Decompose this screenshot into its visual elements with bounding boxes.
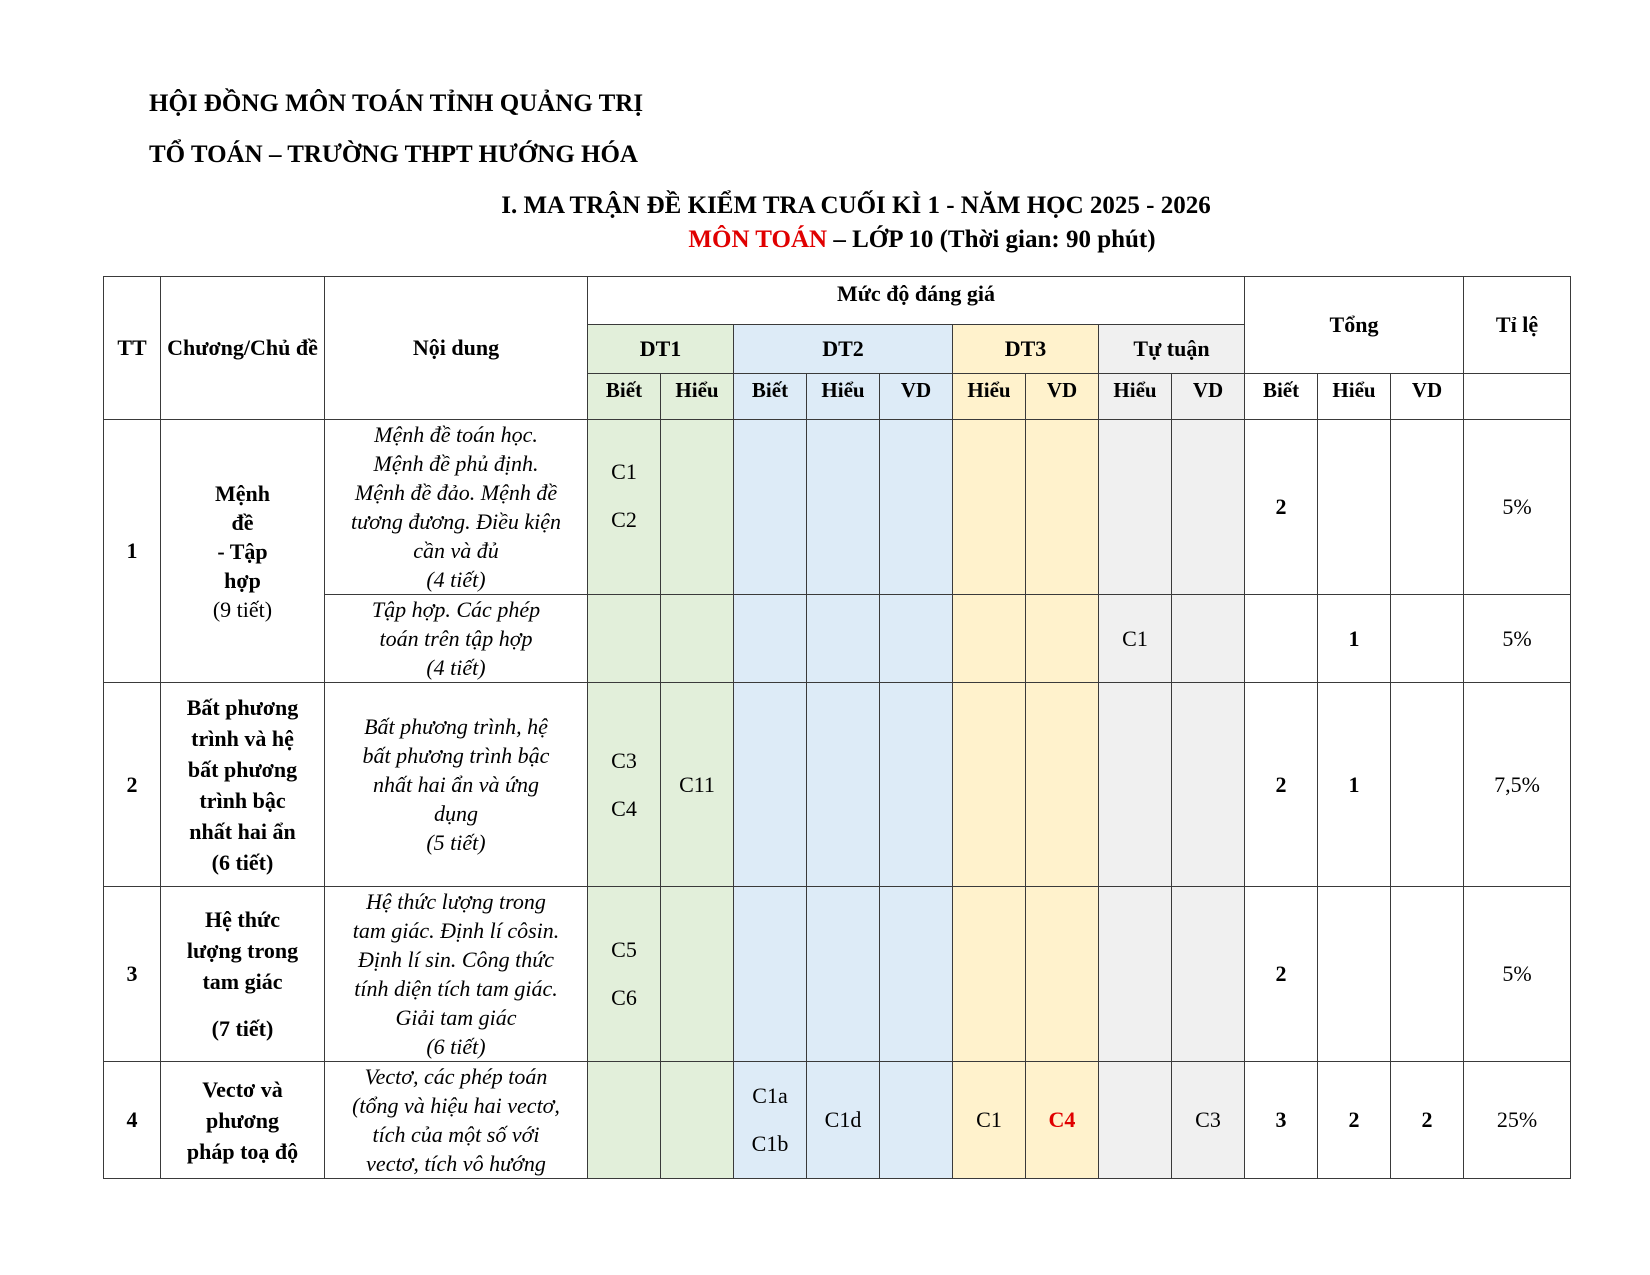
cell-dt2-vd [880,683,953,887]
cell-dt1-hieu [661,595,734,683]
col-ratio: Tỉ lệ [1464,277,1571,374]
cell-tt-vd [1172,595,1245,683]
col-dt1: DT1 [588,325,734,374]
cell-dt1-hieu: C11 [661,683,734,887]
cell-ratio: 7,5% [1464,683,1571,887]
cell-total-vd [1391,887,1464,1062]
document-subtitle [0,226,1650,254]
cell-total-vd: 2 [1391,1062,1464,1179]
cell-dt3-hieu [953,887,1026,1062]
row-number: 1 [104,420,161,683]
cell-dt2-hieu [807,595,880,683]
cell-dt3-vd [1026,420,1099,595]
col-dt1-biet: Biết [588,374,661,420]
row-chapter: Bất phương trình và hệ bất phương trình bậc nhất hai ẩn (6 tiết) [161,683,325,887]
col-total: Tổng [1245,277,1464,374]
col-total-vd: VD [1391,374,1464,420]
row-content: Bất phương trình, hệ bất phương trình bậc nhất hai ẩn và ứng dụng (5 tiết) [325,683,588,887]
cell-total-vd [1391,420,1464,595]
header-row-1 [104,277,1571,325]
cell-dt1-biet: C3 C4 [588,683,661,887]
col-content: Nội dung [325,277,588,420]
col-total-biet: Biết [1245,374,1318,420]
row-chapter: Mệnh đề - Tập hợp (9 tiết) [161,420,325,683]
col-dt1-hieu: Hiểu [661,374,734,420]
cell-ratio: 5% [1464,595,1571,683]
cell-total-vd [1391,595,1464,683]
cell-dt2-vd [880,595,953,683]
cell-dt1-hieu [661,1062,734,1179]
cell-dt2-biet [734,595,807,683]
cell-dt2-hieu: C1d [807,1062,880,1179]
cell-total-biet: 3 [1245,1062,1318,1179]
cell-dt1-biet [588,1062,661,1179]
row-chapter: Hệ thức lượng trong tam giác (7 tiết) [161,887,325,1062]
row-chapter: Vectơ và phương pháp toạ độ [161,1062,325,1179]
cell-tt-vd: C3 [1172,1062,1245,1179]
table-row [104,595,1571,683]
cell-dt3-hieu [953,683,1026,887]
table-row [104,420,1571,595]
cell-total-biet: 2 [1245,887,1318,1062]
cell-total-hieu [1318,887,1391,1062]
cell-dt3-vd [1026,595,1099,683]
cell-tt-hieu [1099,1062,1172,1179]
col-total-hieu: Hiểu [1318,374,1391,420]
cell-dt1-hieu [661,887,734,1062]
col-tt-vd: VD [1172,374,1245,420]
cell-dt2-hieu [807,420,880,595]
cell-dt3-hieu [953,595,1026,683]
row-content: Tập hợp. Các phép toán trên tập hợp (4 tiết) [325,595,588,683]
col-tt-hieu: Hiểu [1099,374,1172,420]
cell-total-hieu: 1 [1318,683,1391,887]
row-number: 3 [104,887,161,1062]
col-dt2-biet: Biết [734,374,807,420]
cell-ratio: 5% [1464,887,1571,1062]
col-levels: Mức độ đáng giá [588,277,1245,325]
cell-dt2-biet: C1a C1b [734,1062,807,1179]
table-row [104,887,1571,1062]
cell-tt-hieu [1099,683,1172,887]
cell-dt3-vd [1026,683,1099,887]
col-dt3: DT3 [953,325,1099,374]
cell-tt-vd [1172,420,1245,595]
cell-total-biet: 2 [1245,420,1318,595]
cell-ratio: 25% [1464,1062,1571,1179]
cell-ratio: 5% [1464,420,1571,595]
document-title: I. MA TRẬN ĐỀ KIỂM TRA CUỐI KÌ 1 - NĂM HỌC 2025 - 2026 [501,192,1211,219]
cell-dt3-vd [1026,887,1099,1062]
col-chapter: Chương/Chủ đề [161,277,325,420]
cell-tt-hieu: C1 [1099,595,1172,683]
cell-dt3-vd: C4 [1026,1062,1099,1179]
cell-dt1-hieu [661,420,734,595]
school-heading: TỔ TOÁN – TRƯỜNG THPT HƯỚNG HÓA [149,141,638,168]
subject-label: MÔN TOÁN [688,226,828,253]
cell-dt2-biet [734,887,807,1062]
row-content: Mệnh đề toán học. Mệnh đề phủ định. Mệnh đề đảo. Mệnh đề tương đương. Điều kiện cần và đủ (4 tiết) [325,420,588,595]
cell-total-biet: 2 [1245,683,1318,887]
col-ratio-blank [1464,374,1571,420]
cell-tt-vd [1172,683,1245,887]
col-tu-tuan: Tự tuận [1099,325,1245,374]
col-tt: TT [104,277,161,420]
row-content: Vectơ, các phép toán (tổng và hiệu hai vectơ, tích của một số với vectơ, tích vô hướng [325,1062,588,1179]
cell-dt1-biet: C5 C6 [588,887,661,1062]
cell-dt2-vd [880,887,953,1062]
cell-dt2-hieu [807,887,880,1062]
row-number: 4 [104,1062,161,1179]
col-dt2-hieu: Hiểu [807,374,880,420]
cell-dt3-hieu: C1 [953,1062,1026,1179]
cell-total-hieu [1318,420,1391,595]
cell-dt3-hieu [953,420,1026,595]
cell-dt2-hieu [807,683,880,887]
row-number: 2 [104,683,161,887]
cell-dt1-biet: C1 C2 [588,420,661,595]
col-dt3-hieu: Hiểu [953,374,1026,420]
council-heading: HỘI ĐỒNG MÔN TOÁN TỈNH QUẢNG TRỊ [149,90,644,117]
cell-dt2-biet [734,420,807,595]
cell-total-hieu: 1 [1318,595,1391,683]
row-content: Hệ thức lượng trong tam giác. Định lí côsin. Định lí sin. Công thức tính diện tích tam giác. Giải tam giác (6 tiết) [325,887,588,1062]
subtitle-rest: – LỚP 10 (Thời gian: 90 phút) [827,226,1156,253]
cell-tt-vd [1172,887,1245,1062]
assessment-matrix-table [103,276,1571,1179]
cell-dt2-vd [880,1062,953,1179]
col-dt3-vd: VD [1026,374,1099,420]
cell-total-hieu: 2 [1318,1062,1391,1179]
cell-total-biet [1245,595,1318,683]
table-row [104,1062,1571,1179]
col-dt2-vd: VD [880,374,953,420]
cell-dt2-vd [880,420,953,595]
cell-dt1-biet [588,595,661,683]
table-row [104,683,1571,887]
col-dt2: DT2 [734,325,953,374]
cell-dt2-biet [734,683,807,887]
cell-tt-hieu [1099,887,1172,1062]
cell-tt-hieu [1099,420,1172,595]
cell-total-vd [1391,683,1464,887]
